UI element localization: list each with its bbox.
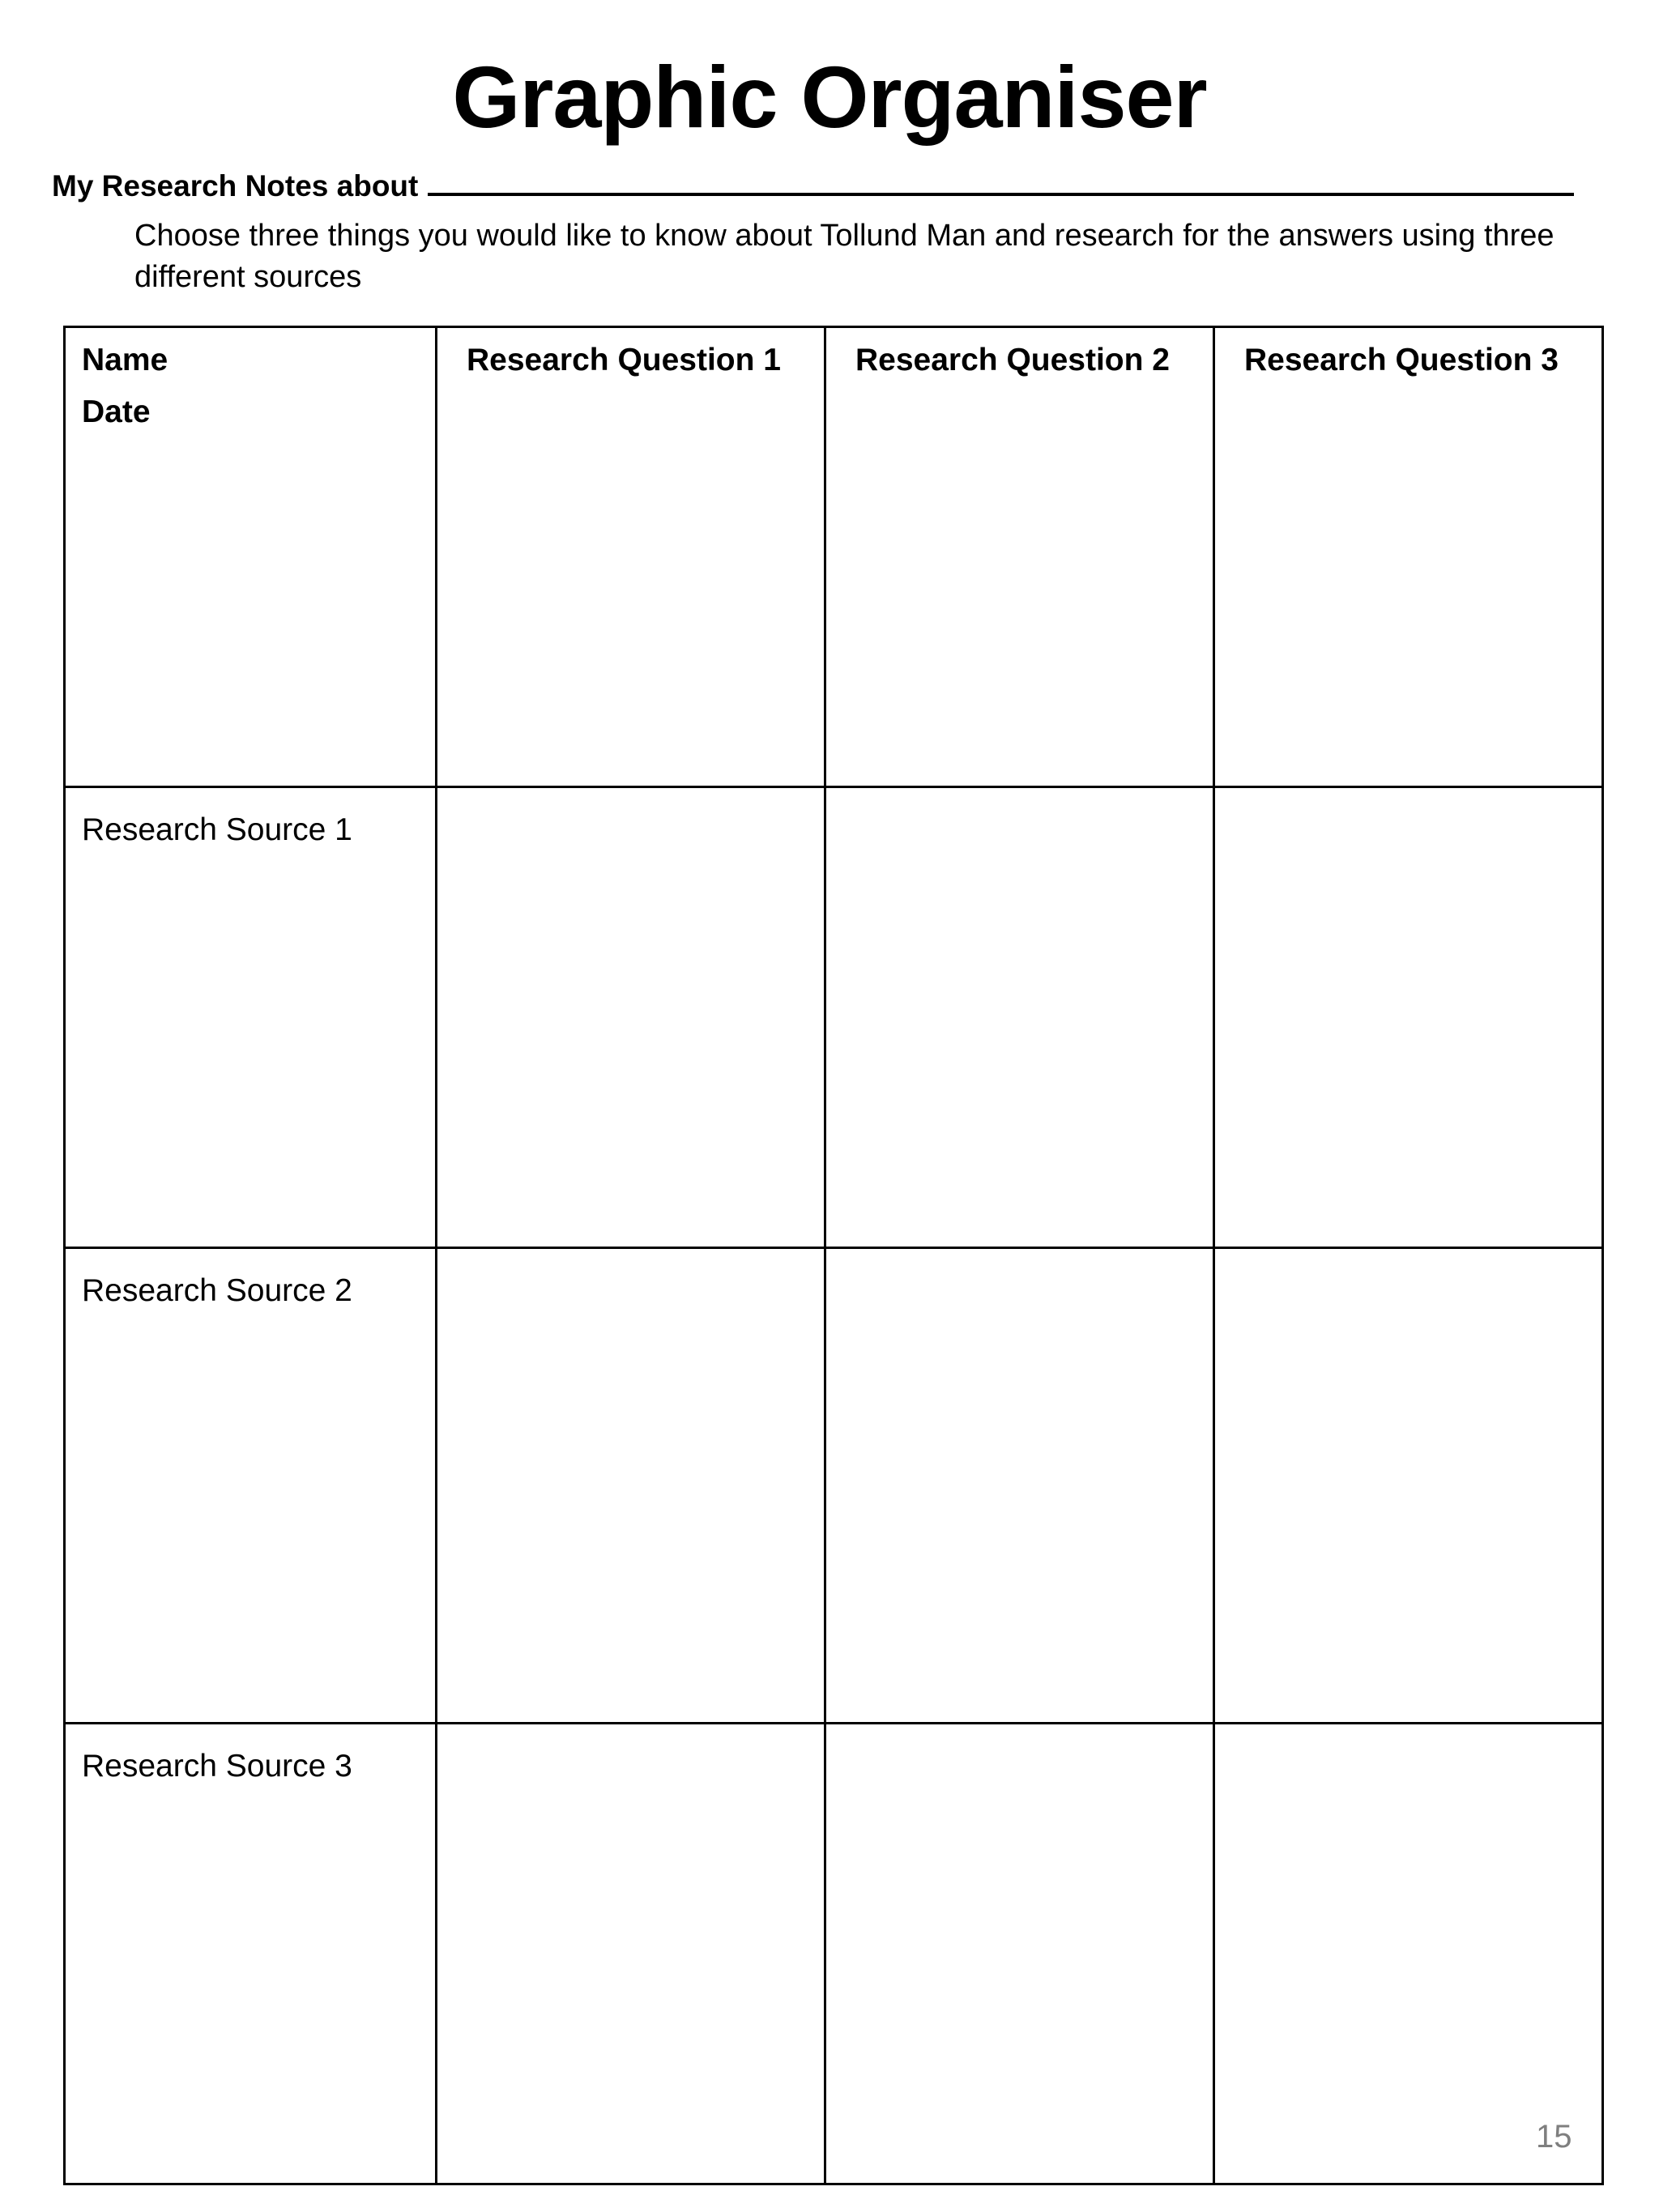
research-question-3-label: Research Question 3 xyxy=(1244,343,1559,377)
research-question-3-cell[interactable] xyxy=(1214,327,1603,787)
page-title: Graphic Organiser xyxy=(452,48,1207,146)
name-label: Name xyxy=(82,343,168,377)
research-question-1-label: Research Question 1 xyxy=(467,343,781,377)
research-question-2-cell[interactable] xyxy=(825,327,1214,787)
source-row xyxy=(65,1247,1603,1723)
research-source-2-cell xyxy=(65,1247,437,1723)
research-question-1-cell[interactable] xyxy=(437,327,825,787)
research-notes-line xyxy=(52,165,1574,205)
research-source-2-label: Research Source 2 xyxy=(82,1272,352,1308)
page-number: 15 xyxy=(1536,2119,1572,2154)
answer-cell-s1-q2[interactable] xyxy=(825,786,1214,1247)
answer-cell-s1-q1[interactable] xyxy=(437,786,825,1247)
research-source-1-label: Research Source 1 xyxy=(82,812,352,847)
answer-cell-s2-q1[interactable] xyxy=(437,1247,825,1723)
research-source-3-cell xyxy=(65,1723,437,2184)
answer-cell-s3-q1[interactable] xyxy=(437,1723,825,2184)
answer-cell-s2-q2[interactable] xyxy=(825,1247,1214,1723)
research-source-1-cell xyxy=(65,786,437,1247)
research-source-3-label: Research Source 3 xyxy=(82,1748,352,1784)
research-question-2-label: Research Question 2 xyxy=(855,343,1170,377)
answer-cell-s3-q3[interactable] xyxy=(1214,1723,1603,2184)
research-notes-label: My Research Notes about xyxy=(52,169,419,202)
research-topic-blank[interactable] xyxy=(428,165,1574,196)
answer-cell-s1-q3[interactable] xyxy=(1214,786,1603,1247)
answer-cell-s3-q2[interactable] xyxy=(825,1723,1214,2184)
source-row xyxy=(65,1723,1603,2184)
answer-cell-s2-q3[interactable] xyxy=(1214,1247,1603,1723)
instructions-text: Choose three things you would like to know about Tollund Man and research for the answers using three different sources xyxy=(134,219,1555,294)
header-row xyxy=(65,327,1603,787)
source-row xyxy=(65,786,1603,1247)
date-label: Date xyxy=(82,394,151,429)
name-date-cell[interactable] xyxy=(65,327,437,787)
graphic-organiser-table xyxy=(63,326,1604,2185)
